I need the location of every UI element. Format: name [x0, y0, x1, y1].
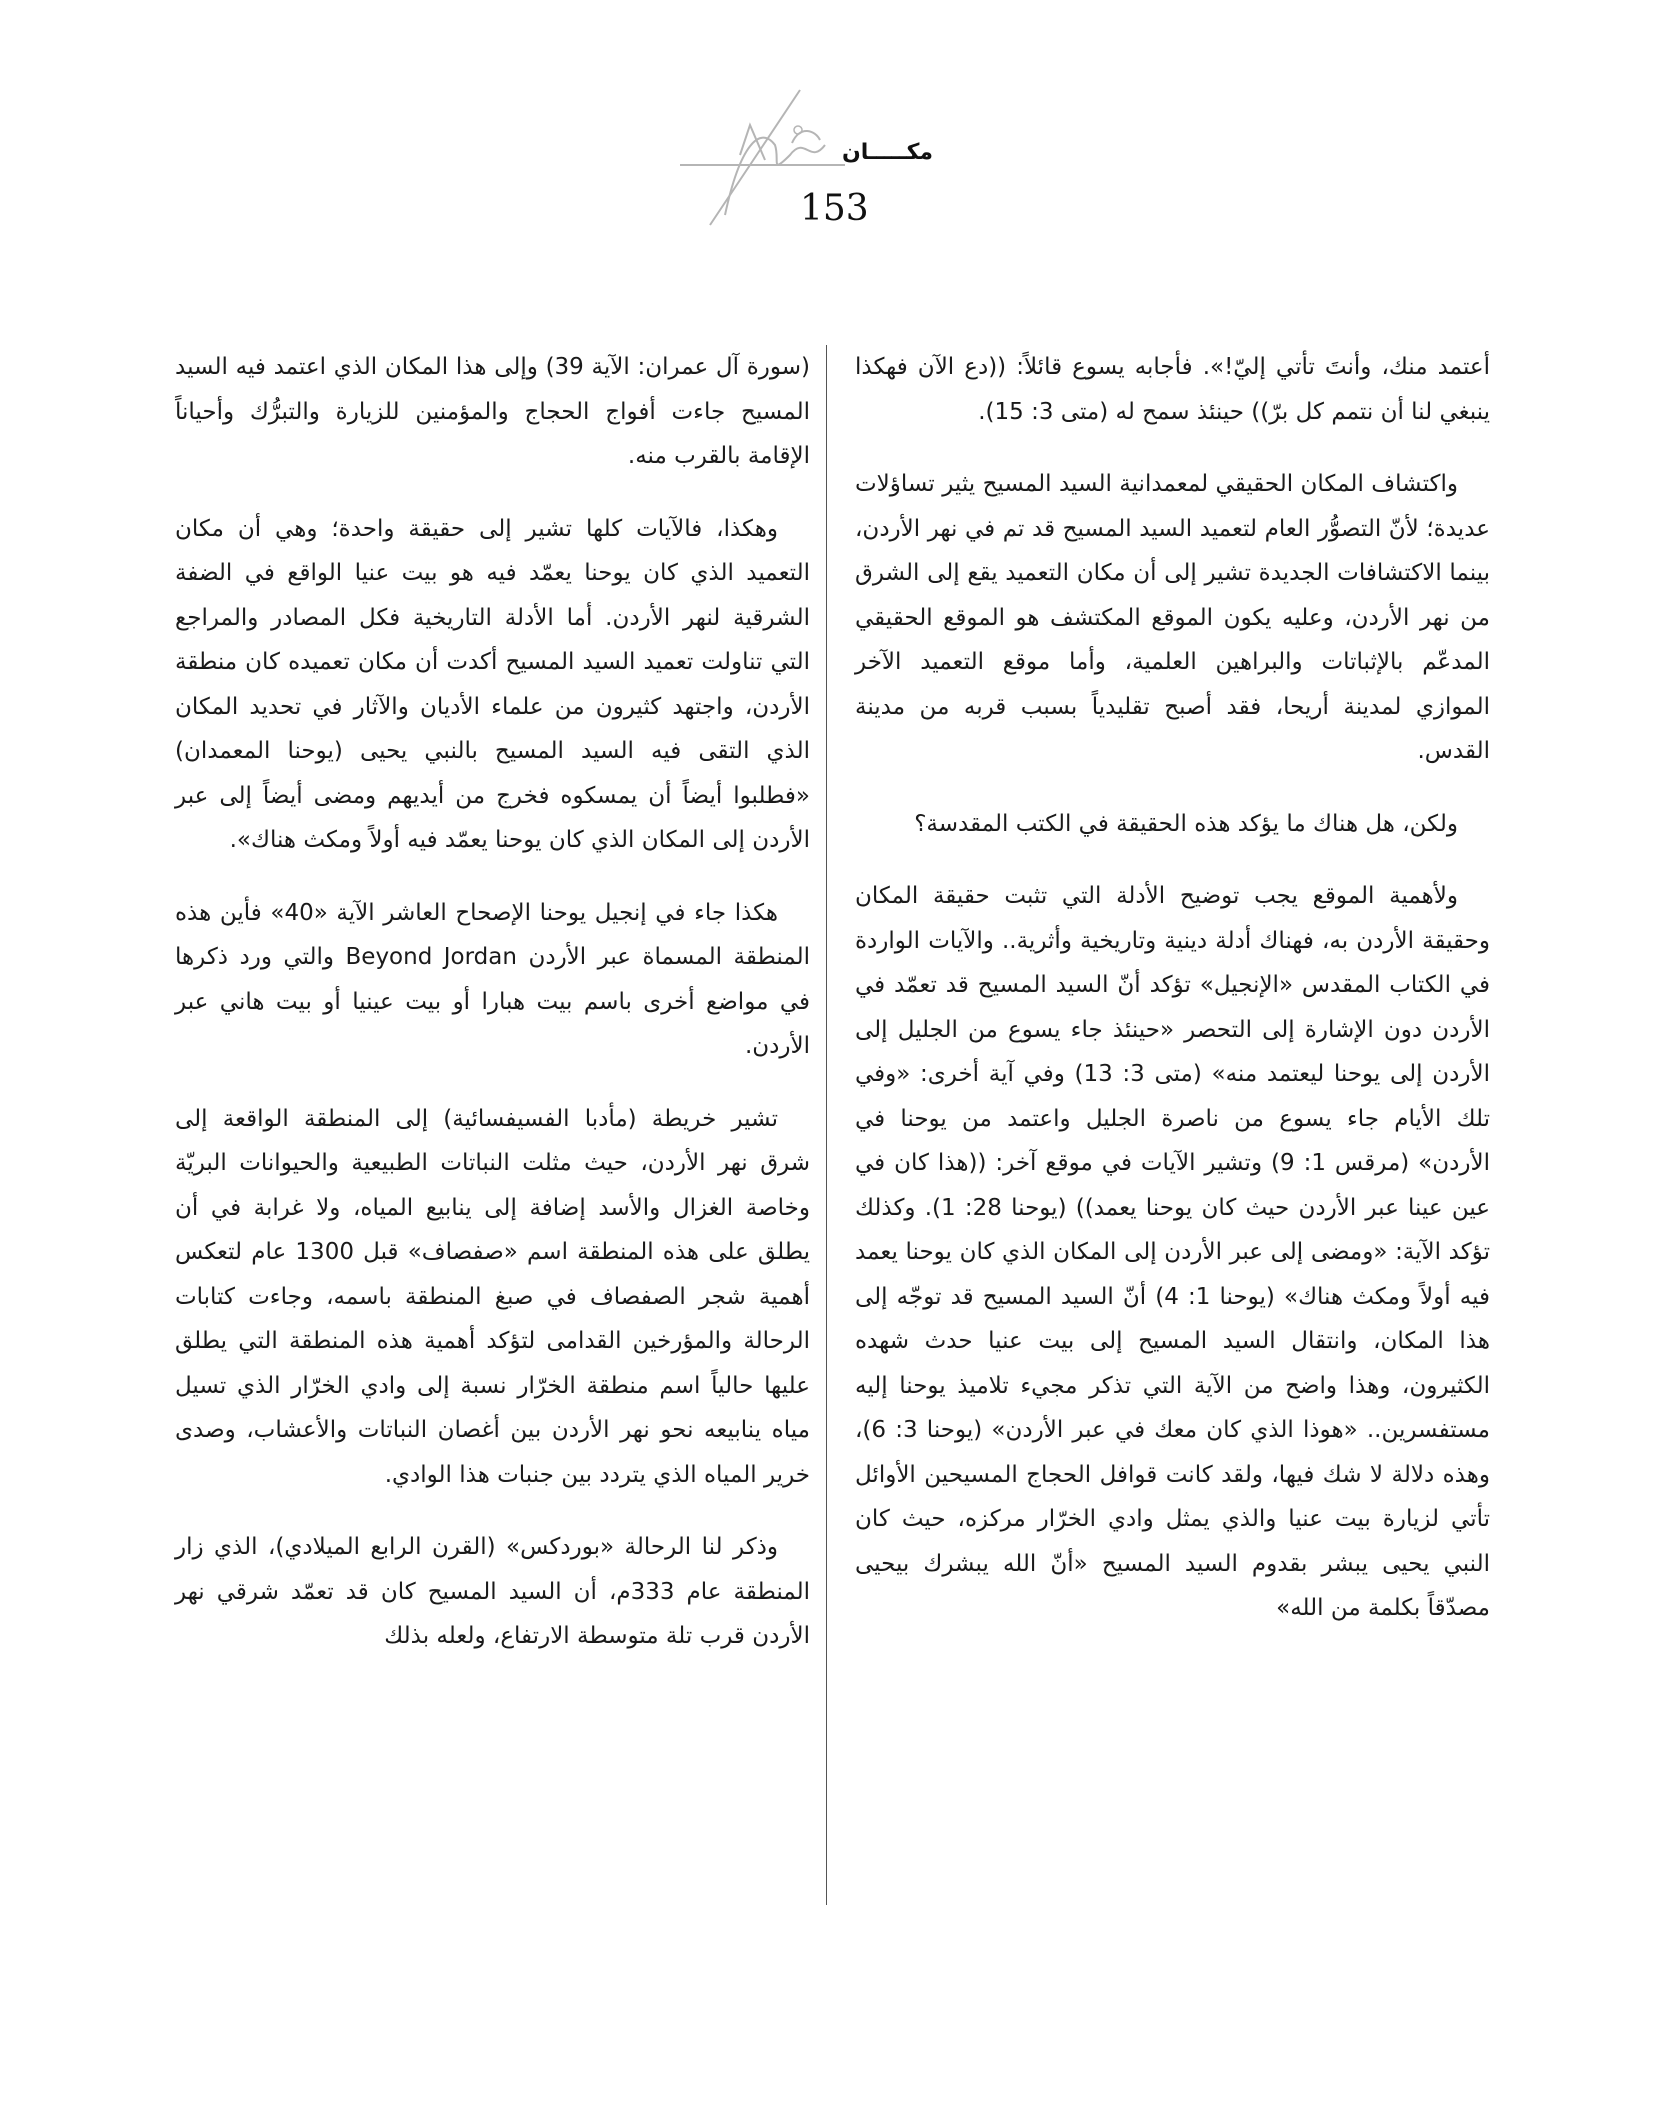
paragraph: ولأهمية الموقع يجب توضيح الأدلة التي تثبت حقيقة المكان وحقيقة الأردن به، فهناك أدلة دينية وتاريخية وأثرية.. والآيات الواردة في الكتاب المقدس «الإنجيل» تؤكد أنّ السيد المسيح قد تعمّد في الأردن دون الإشارة إلى التحصر «حينئذ جاء يسوع من الجليل إلى الأردن إلى يوحنا ليعتمد منه» (متى 3: 13) وفي آية أخرى: «وفي تلك الأيام جاء يسوع من ناصرة الجليل واعتمد من يوحنا في الأردن» (مرقس 1: 9) وتشير الآيات في موقع آخر: ((هذا كان في عين عينا عبر الأردن حيث كان يوحنا يعمد)) (يوحنا 28: 1). وكذلك تؤكد الآية: «ومضى إلى عبر الأردن إلى المكان الذي كان يوحنا يعمد فيه أولاً ومكث هناك» (يوحنا 1: 4) أنّ السيد المسيح قد توجّه إلى هذا المكان، وانتقال السيد المسيح إلى بيت عنيا حدث شهده الكثيرون، وهذا واضح من الآية التي تذكر مجيء تلاميذ يوحنا إليه مستفسرين.. «هوذا الذي كان معك في عبر الأردن» (يوحنا 3: 6)، وهذه دلالة لا شك فيها، ولقد كانت قوافل الحجاج المسيحين الأوائل تأتي لزيارة بيت عنيا والذي يمثل وادي الخرّار مركزه، حيث كان النبي يحيى يبشر بقدوم السيد المسيح «أنّ الله يبشرك بيحيى مصدّقاً بكلمة من الله» [855, 883, 1491, 1621]
page-number: 153 [800, 188, 869, 229]
paragraph: أعتمد منك، وأنتَ تأتي إليّ!». فأجابه يسوع قائلاً: ((دع الآن فهكذا ينبغي لنا أن نتمم كل برّ)) حينئذ سمح له (متى 3: 15). [855, 354, 1490, 425]
paragraph: وهكذا، فالآيات كلها تشير إلى حقيقة واحدة؛ وهي أن مكان التعميد الذي كان يوحنا يعمّد فيه هو بيت عنيا الواقع في الضفة الشرقية لنهر الأردن. أما الأدلة التاريخية فكل المصادر والمراجع التي تناولت تعميد السيد المسيح أكدت أن مكان تعميده كان منطقة الأردن، واجتهد كثيرون من علماء الأديان والآثار في تحديد المكان الذي التقى فيه السيد المسيح بالنبي يحيى (يوحنا المعمدان) «فطلبوا أيضاً أن يمسكوه فخرج من أيديهم ومضى أيضاً إلى عبر الأردن إلى المكان الذي كان يوحنا يعمّد فيه أولاً ومكث هناك». [175, 515, 810, 853]
paragraph: واكتشاف المكان الحقيقي لمعمدانية السيد المسيح يثير تساؤلات عديدة؛ لأنّ التصوُّر العام لتعميد السيد المسيح قد تم في نهر الأردن، بينما الاكتشافات الجديدة تشير إلى أن مكان التعميد يقع إلى الشرق من نهر الأردن، وعليه يكون الموقع المكتشف هو الموقع الحقيقي المدعّم بالإثباتات والبراهين العلمية، وأما موقع التعميد الآخر الموازي لمدينة أريحا، فقد أصبح تقليدياً بسبب قربه من مدينة القدس. [855, 471, 1490, 764]
paragraph: هكذا جاء في إنجيل يوحنا الإصحاح العاشر الآية «40» فأين هذه المنطقة المسماة عبر الأردن Beyond Jordan والتي ورد ذكرها في مواضع أخرى باسم بيت هبارا أو بيت عينيا أو بيت هاني عبر الأردن. [175, 899, 810, 1059]
page-header [0, 0, 1654, 260]
right-column [855, 345, 1490, 1659]
paragraph: وذكر لنا الرحالة «بوردكس» (القرن الرابع الميلادي)، الذي زار المنطقة عام 333م، أن السيد المسيح كان قد تعمّد شرقي نهر الأردن قرب تلة متوسطة الارتفاع، ولعله بذلك [175, 1534, 811, 1649]
paragraph: تشير خريطة (مأدبا الفسيفسائية) إلى المنطقة الواقعة إلى شرق نهر الأردن، حيث مثلت النباتات الطبيعية والحيوانات البريّة وخاصة الغزال والأسد إضافة إلى ينابيع المياه، ولا غرابة في أن يطلق على هذه المنطقة اسم «صفصاف» قبل 1300 عام لتعكس أهمية شجر الصفصاف في صبغ المنطقة باسمه، وجاءت كتابات الرحالة والمؤرخين القدامى لتؤكد أهمية هذه المنطقة التي يطلق عليها حالياً اسم منطقة الخرّار نسبة إلى وادي الخرّار الذي تسيل مياه ينابيعه نحو نهر الأردن بين أغصان النباتات والأعشاب، وصدى خرير المياه الذي يتردد بين جنبات هذا الوادي. [175, 1105, 810, 1488]
paragraph: ولكن، هل هناك ما يؤكد هذه الحقيقة في الكتب المقدسة؟ [914, 810, 1458, 837]
column-divider [826, 345, 827, 1905]
paragraph: (سورة آل عمران: الآية 39) وإلى هذا المكان الذي اعتمد فيه السيد المسيح جاءت أفواج الحجاج والمؤمنين للزيارة والتبرُّك وأحياناً الإقامة بالقرب منه. [175, 354, 810, 469]
section-label: مكـــــان [842, 140, 934, 165]
left-column [175, 345, 810, 1687]
